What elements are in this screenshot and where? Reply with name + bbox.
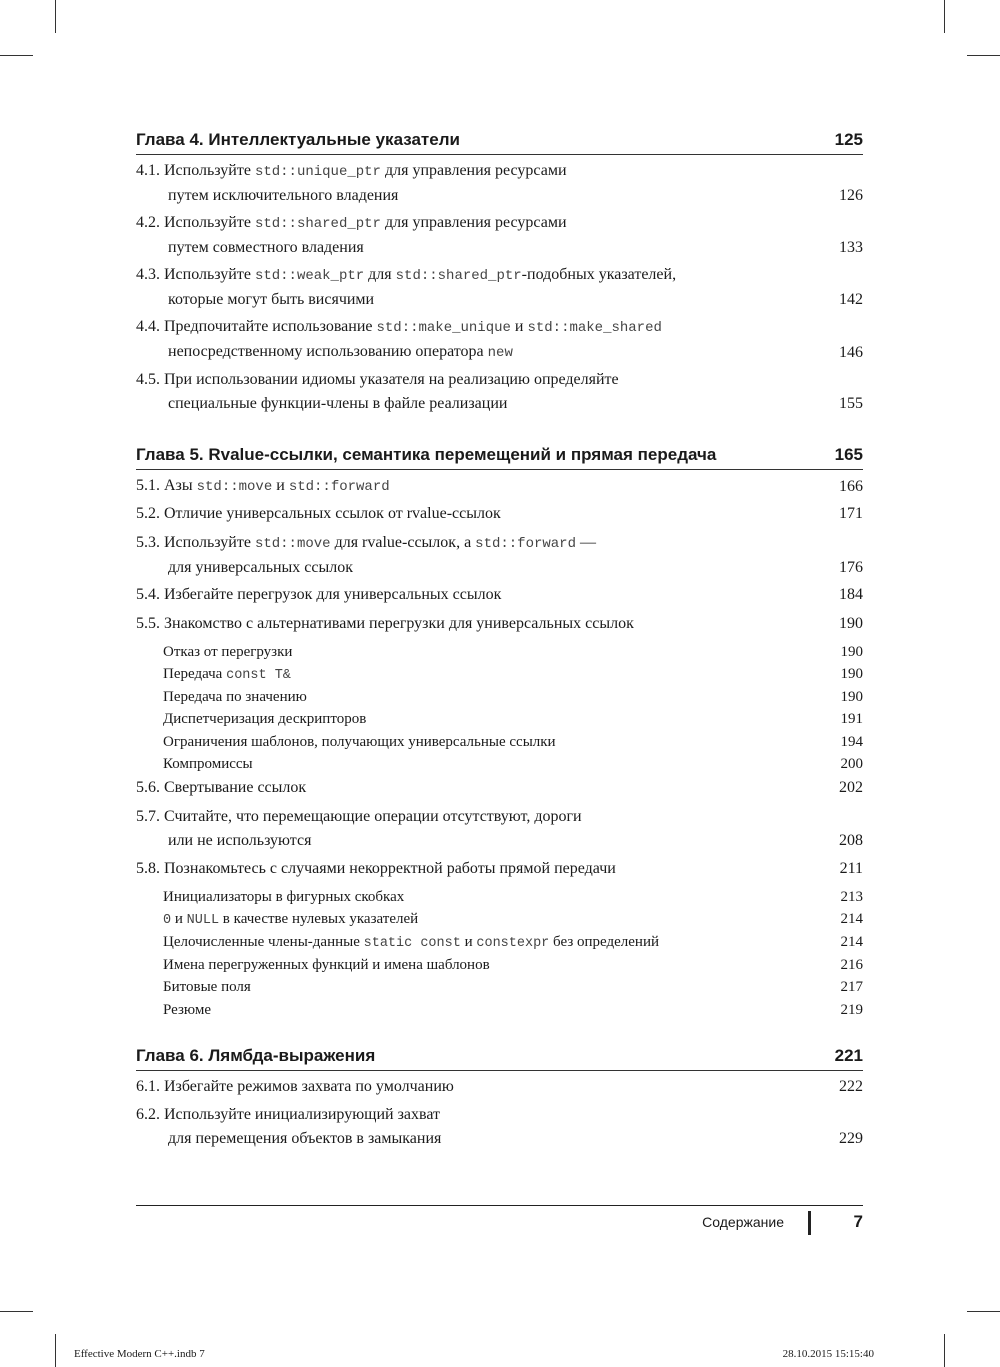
toc-page-number: 216 xyxy=(840,957,863,973)
print-slug-file: Effective Modern C++.indb 7 xyxy=(74,1348,205,1360)
chapter-4-heading[interactable] xyxy=(136,130,863,150)
footer-rule xyxy=(136,1205,863,1206)
crop-mark-bottom-right-h xyxy=(967,1311,1000,1312)
toc-page-number: 166 xyxy=(839,478,863,495)
toc-subentry[interactable]: Инициализаторы в фигурных скобках 213 xyxy=(163,886,863,908)
code-text: const T& xyxy=(226,668,291,683)
toc-entry-4-5[interactable]: 4.5. При использовании идиомы указателя на реализацию определяйте специальные функции-члены в файле реализации 155 xyxy=(136,368,863,416)
chapter-page: 221 xyxy=(834,1046,863,1065)
toc-page-number: 176 xyxy=(839,559,863,576)
toc-subentry[interactable]: Ограничения шаблонов, получающих универсальные ссылки 194 xyxy=(163,731,863,753)
toc-subentry[interactable]: Передача const T& 190 xyxy=(163,663,863,687)
chapter-page: 125 xyxy=(834,130,863,149)
chapter-rule xyxy=(136,469,863,470)
toc-page-number: 229 xyxy=(839,1130,863,1147)
toc-page-number: 155 xyxy=(839,395,863,412)
toc-page-number: 214 xyxy=(840,911,863,927)
crop-mark-top-left-v xyxy=(55,0,56,33)
toc-page-number: 217 xyxy=(840,979,863,995)
toc-page-number: 211 xyxy=(839,860,863,877)
toc-page-number: 208 xyxy=(839,832,863,849)
toc-subentry[interactable]: Диспетчеризация дескрипторов 191 xyxy=(163,708,863,730)
toc-entry-4-3[interactable]: 4.3. Используйте std::weak_ptr для std::shared_ptr-подобных указателей, которые могут быть висячими 142 xyxy=(136,263,863,312)
chapter-5-heading[interactable] xyxy=(136,445,863,465)
code-text: std::move xyxy=(196,479,273,495)
code-text: std::make_unique xyxy=(376,320,511,336)
crop-mark-bottom-left-v xyxy=(55,1334,56,1367)
chapter-rule xyxy=(136,154,863,155)
toc-entry-6-2[interactable]: 6.2. Используйте инициализирующий захват для перемещения объектов в замыкания 229 xyxy=(136,1103,863,1151)
toc-entry-5-7[interactable]: 5.7. Считайте, что перемещающие операции отсутствуют, дороги или не используются 208 xyxy=(136,805,863,853)
code-text: std::unique_ptr xyxy=(254,164,381,180)
chapter-title: Глава 6. Лямбда-выражения xyxy=(136,1046,376,1065)
page-number: 7 xyxy=(853,1212,863,1231)
toc-page-number: 202 xyxy=(839,779,863,796)
toc-page-number: 200 xyxy=(840,756,863,772)
toc-page-number: 191 xyxy=(840,711,863,727)
running-footer-title: Содержание xyxy=(702,1214,784,1230)
chapter-title: Глава 5. Rvalue-ссылки, семантика перемещений и прямая передача xyxy=(136,445,717,464)
code-text: std::move xyxy=(254,536,331,552)
toc-page-number: 133 xyxy=(839,239,863,256)
toc-entry-5-8[interactable]: 5.8. Познакомьтесь с случаями некорректной работы прямой передачи 211 xyxy=(136,857,863,881)
chapter-title: Глава 4. Интеллектуальные указатели xyxy=(136,130,460,149)
code-text: std::weak_ptr xyxy=(254,268,365,284)
toc-page-number: 126 xyxy=(839,187,863,204)
toc-entry-5-5[interactable]: 5.5. Знакомство с альтернативами перегрузки для универсальных ссылок 190 xyxy=(136,612,863,636)
toc-page-number: 190 xyxy=(840,689,863,705)
crop-mark-top-right-h xyxy=(967,55,1000,56)
toc-entry-5-4[interactable]: 5.4. Избегайте перегрузок для универсальных ссылок 184 xyxy=(136,583,863,607)
footer-divider xyxy=(808,1211,811,1235)
chapter-6-heading[interactable] xyxy=(136,1046,863,1066)
toc-page-number: 219 xyxy=(840,1002,863,1018)
crop-mark-top-left-h xyxy=(0,55,33,56)
code-text: 0 xyxy=(163,913,172,928)
toc-page-number: 214 xyxy=(840,934,863,950)
toc-page-number: 184 xyxy=(839,586,863,603)
toc-page-number: 222 xyxy=(839,1078,863,1095)
toc-page-number: 190 xyxy=(840,666,863,682)
toc-entry-4-1[interactable]: 4.1. Используйте std::unique_ptr для управления ресурсами путем исключительного владения 126 xyxy=(136,159,863,208)
print-slug-timestamp: 28.10.2015 15:15:40 xyxy=(782,1348,874,1360)
toc-subentry[interactable]: Компромиссы 200 xyxy=(163,753,863,775)
crop-mark-bottom-left-h xyxy=(0,1311,33,1312)
toc-page-number: 213 xyxy=(840,889,863,905)
code-text: std::make_shared xyxy=(527,320,662,336)
toc-subentry[interactable]: Целочисленные члены-данные static const и constexpr без определений 214 xyxy=(163,931,863,955)
toc-page-number: 142 xyxy=(839,291,863,308)
toc-subentry[interactable]: Имена перегруженных функций и имена шаблонов 216 xyxy=(163,954,863,976)
toc-page-number: 171 xyxy=(839,505,863,522)
toc-entry-5-6[interactable]: 5.6. Свертывание ссылок 202 xyxy=(136,776,863,800)
toc-subentry[interactable]: Передача по значению 190 xyxy=(163,686,863,708)
toc-page-number: 190 xyxy=(840,644,863,660)
toc-subentry[interactable]: Резюме 219 xyxy=(163,999,863,1021)
crop-mark-top-right-v xyxy=(944,0,945,33)
toc-subentry[interactable]: Битовые поля 217 xyxy=(163,976,863,998)
toc-entry-5-1[interactable]: 5.1. Азы std::move и std::forward 166 xyxy=(136,474,863,499)
toc-entry-4-4[interactable]: 4.4. Предпочитайте использование std::make_unique и std::make_shared непосредственному использованию оператора new 146 xyxy=(136,315,863,365)
toc-page-number: 194 xyxy=(840,734,863,750)
toc-entry-5-3[interactable]: 5.3. Используйте std::move для rvalue-ссылок, а std::forward — для универсальных ссылок 176 xyxy=(136,531,863,580)
toc-entry-4-2[interactable]: 4.2. Используйте std::shared_ptr для управления ресурсами путем совместного владения 133 xyxy=(136,211,863,260)
crop-mark-bottom-right-v xyxy=(944,1334,945,1367)
code-text: new xyxy=(487,345,513,361)
code-text: std::forward xyxy=(288,479,390,495)
code-text: static const xyxy=(363,936,461,951)
toc-entry-5-2[interactable]: 5.2. Отличие универсальных ссылок от rvalue-ссылок 171 xyxy=(136,502,863,526)
code-text: constexpr xyxy=(476,936,550,951)
code-text: std::shared_ptr xyxy=(254,216,381,232)
code-text: std::shared_ptr xyxy=(395,268,522,284)
chapter-page: 165 xyxy=(834,445,863,464)
toc-page-number: 146 xyxy=(839,344,863,361)
toc-subentry[interactable]: Отказ от перегрузки 190 xyxy=(163,641,863,663)
chapter-rule xyxy=(136,1070,863,1071)
toc-entry-6-1[interactable]: 6.1. Избегайте режимов захвата по умолчанию 222 xyxy=(136,1075,863,1099)
code-text: NULL xyxy=(186,913,220,928)
toc-subentry[interactable]: 0 и NULL в качестве нулевых указателей 214 xyxy=(163,908,863,932)
toc-page-number: 190 xyxy=(839,615,863,632)
code-text: std::forward xyxy=(475,536,576,552)
